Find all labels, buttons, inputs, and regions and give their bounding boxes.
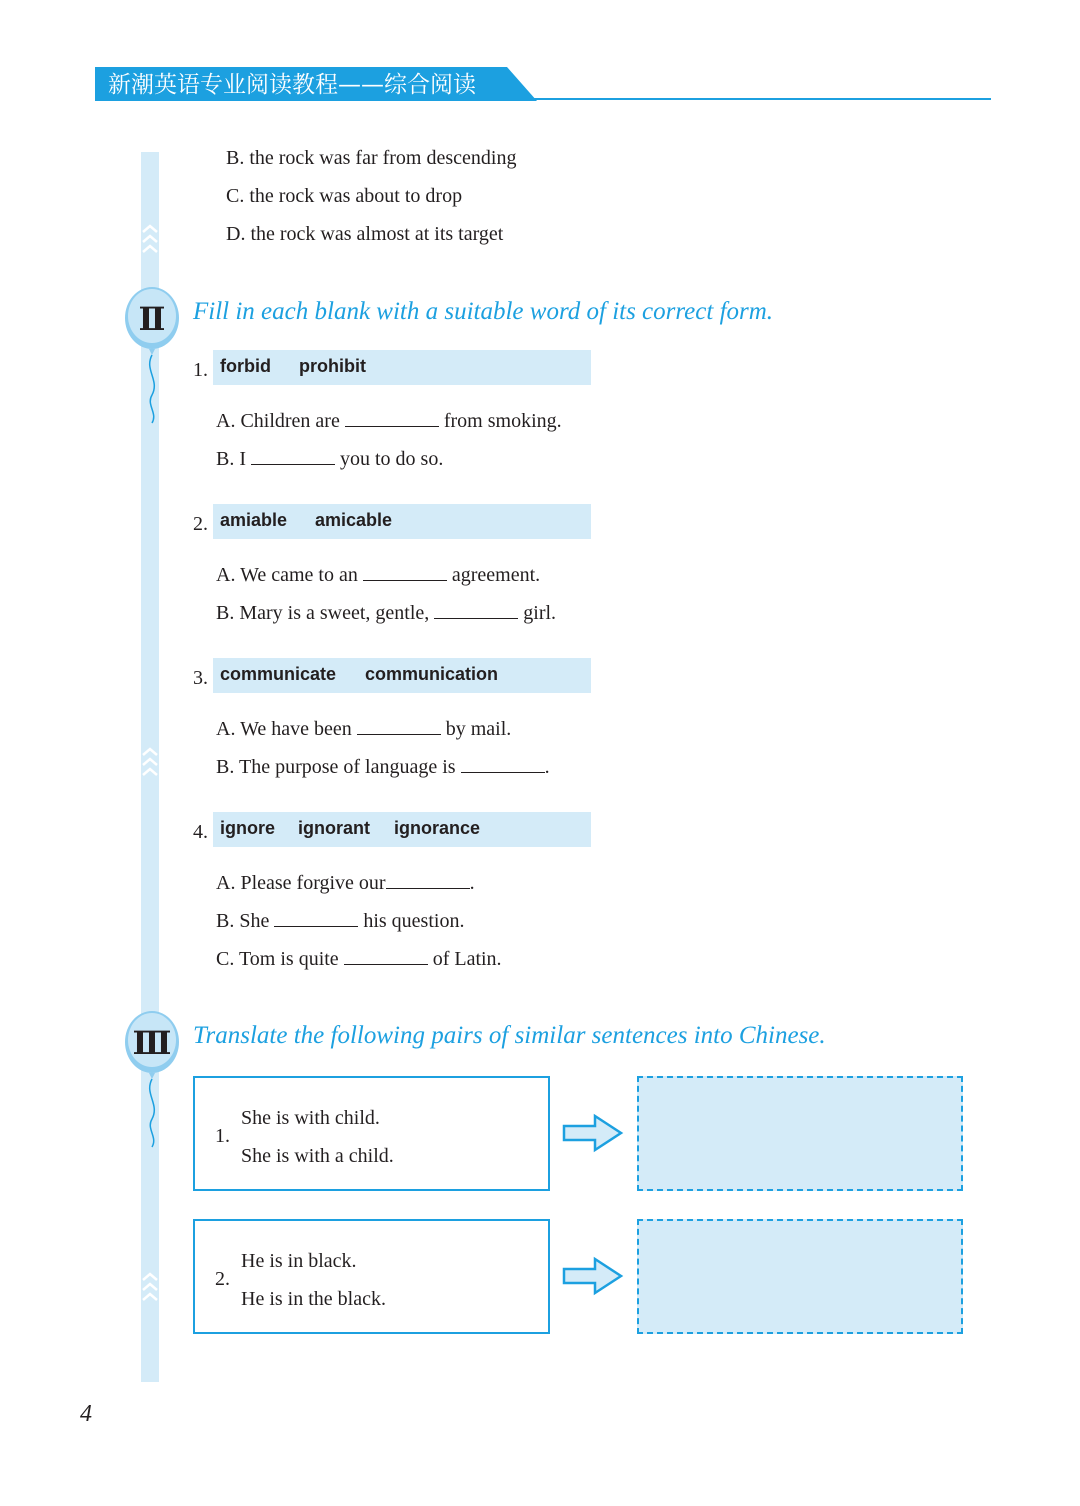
- chevron-up-icon: [141, 1270, 159, 1310]
- chevron-up-icon: [141, 222, 159, 262]
- item-number: 2.: [193, 513, 208, 535]
- word-option: communicate: [220, 664, 337, 684]
- sentence-pair-box: [193, 1076, 550, 1191]
- item-number: 2.: [215, 1268, 230, 1290]
- blank-line[interactable]: [344, 946, 428, 965]
- arrow-right-icon: [561, 1255, 625, 1297]
- word-option: forbid: [220, 356, 271, 376]
- section-title: Translate the following pairs of similar sentences into Chinese.: [193, 1022, 826, 1049]
- blank-line[interactable]: [274, 908, 358, 927]
- sentence: She is with a child.: [241, 1145, 394, 1167]
- answer-box[interactable]: [637, 1076, 963, 1191]
- word-option: ignorance: [394, 818, 481, 838]
- blank-line[interactable]: [434, 600, 518, 619]
- sentence-pair-box: [193, 1219, 550, 1334]
- blank-line[interactable]: [251, 446, 335, 465]
- section-numeral: Ⅲ: [132, 1025, 172, 1061]
- word-option: ignorant: [298, 818, 370, 838]
- option-d: D. the rock was almost at its target: [226, 223, 504, 245]
- sentence: He is in the black.: [241, 1288, 386, 1310]
- sentence: A. We have been by mail.: [216, 718, 512, 740]
- sentence: C. Tom is quite of Latin.: [216, 948, 502, 970]
- section-numeral: Ⅱ: [138, 301, 166, 337]
- sentence: He is in black.: [241, 1250, 357, 1272]
- answer-box[interactable]: [637, 1219, 963, 1334]
- chevron-up-icon: [141, 745, 159, 785]
- sentence: A. Children are from smoking.: [216, 410, 562, 432]
- word-option: amiable: [220, 510, 288, 530]
- blank-line[interactable]: [386, 870, 470, 889]
- word-option: amicable: [315, 510, 393, 530]
- item-number: 1.: [193, 359, 208, 381]
- blank-line[interactable]: [345, 408, 439, 427]
- item-number: 1.: [215, 1125, 230, 1147]
- word-option: ignore: [220, 818, 276, 838]
- sentence: A. We came to an agreement.: [216, 564, 541, 586]
- section-title: Fill in each blank with a suitable word of its correct form.: [193, 298, 774, 325]
- item-number: 4.: [193, 821, 208, 843]
- sentence: She is with child.: [241, 1107, 380, 1129]
- word-box: [213, 504, 591, 539]
- sentence: A. Please forgive our .: [216, 872, 475, 894]
- sentence: B. The purpose of language is .: [216, 756, 550, 778]
- arrow-right-icon: [561, 1112, 625, 1154]
- blank-line[interactable]: [357, 716, 441, 735]
- option-b: B. the rock was far from descending: [226, 147, 517, 169]
- word-option: communication: [365, 664, 499, 684]
- page-number: 4: [80, 1401, 92, 1427]
- blank-line[interactable]: [363, 562, 447, 581]
- word-box: [213, 658, 591, 693]
- sentence: B. Mary is a sweet, gentle, girl.: [216, 602, 557, 624]
- sentence: B. I you to do so.: [216, 448, 444, 470]
- item-number: 3.: [193, 667, 208, 689]
- book-title: 新潮英语专业阅读教程——综合阅读: [108, 72, 476, 98]
- blank-line[interactable]: [461, 754, 545, 773]
- word-box: [213, 350, 591, 385]
- word-box: [213, 812, 591, 847]
- word-option: prohibit: [299, 356, 366, 376]
- option-c: C. the rock was about to drop: [226, 185, 463, 207]
- sentence: B. She his question.: [216, 910, 465, 932]
